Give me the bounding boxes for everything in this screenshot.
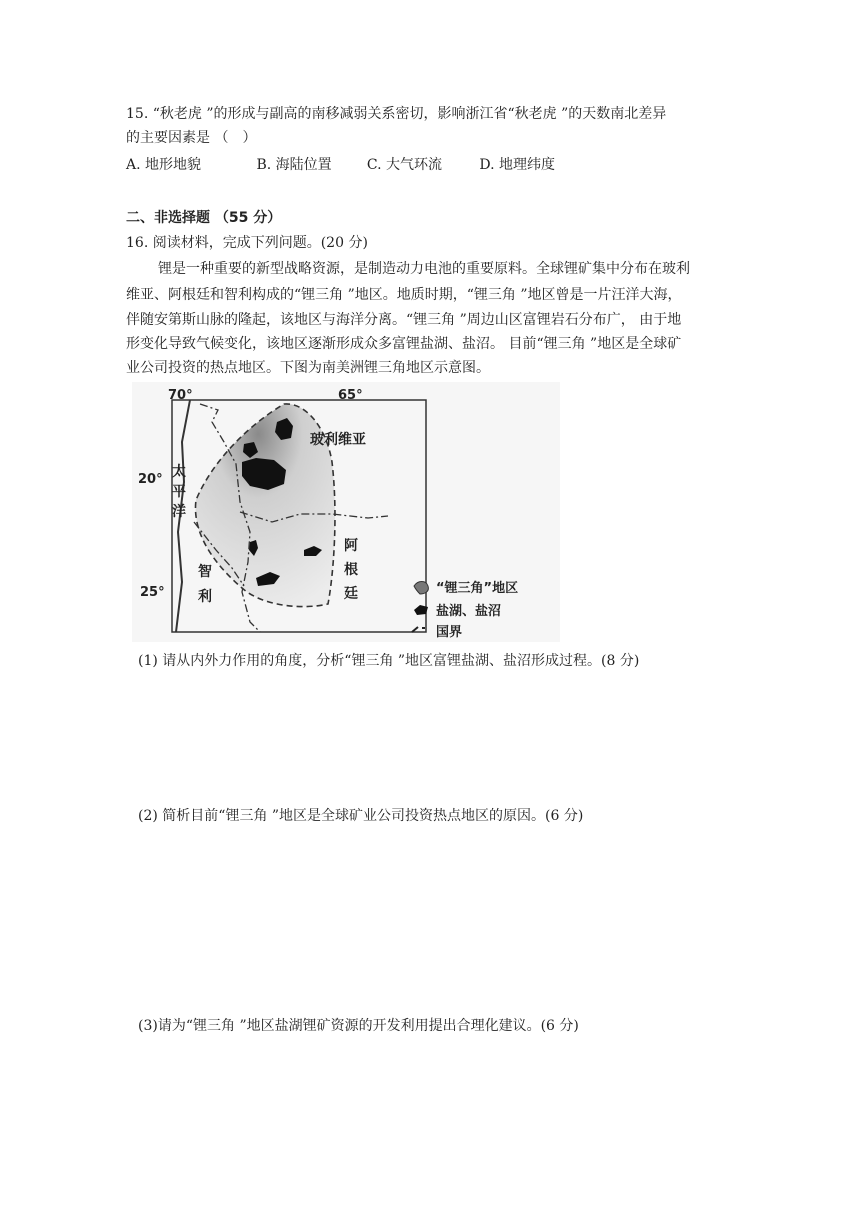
q16-sub2: (2) 简析目前“锂三角 ”地区是全球矿业公司投资热点地区的原因。(6 分): [138, 808, 584, 824]
label-bolivia: 玻利维亚: [310, 432, 366, 448]
lithium-triangle-map: [132, 382, 560, 642]
label-pacific-2: 平: [172, 484, 186, 500]
q16-para-3: 伴随安第斯山脉的隆起，该地区与海洋分离。“锂三角 ”周边山区富锂岩石分布广， 由于地: [126, 312, 682, 328]
q16-stem: 16. 阅读材料，完成下列问题。(20 分): [126, 235, 368, 251]
label-pacific-1: 太: [172, 464, 186, 480]
legend-salt-lake-label: 盐湖、盐沼: [436, 604, 502, 619]
legend-border-label: 国界: [436, 625, 463, 640]
label-argentina-3: 廷: [344, 586, 358, 602]
q16-para-2: 维亚、阿根廷和智利构成的“锂三角 ”地区。地质时期，“锂三角 ”地区曾是一片汪洋大海，: [126, 287, 682, 303]
q16-sub1: (1) 请从内外力作用的角度，分析“锂三角 ”地区富锂盐湖、盐沼形成过程。(8 分): [138, 653, 640, 669]
lon-label-70: 70°: [168, 388, 193, 403]
label-chile-2: 利: [198, 589, 212, 605]
option-b: B. 海陆位置: [256, 157, 332, 173]
option-c: C. 大气环流: [366, 157, 443, 173]
legend-triangle-label: “锂三角”地区: [436, 581, 519, 596]
label-chile-1: 智: [198, 564, 212, 580]
option-d: D. 地理纬度: [479, 157, 555, 173]
q16-sub3: (3)请为“锂三角 ”地区盐湖锂矿资源的开发利用提出合理化建议。(6 分): [138, 1018, 579, 1034]
label-argentina-2: 根: [344, 562, 358, 578]
option-a: A. 地形地貌: [126, 157, 202, 173]
q15-options: [126, 155, 555, 175]
q16-para-5: 业公司投资的热点地区。下图为南美洲锂三角地区示意图。: [126, 360, 490, 376]
section-title: 二、非选择题 （55 分）: [126, 210, 282, 226]
label-argentina-1: 阿: [344, 538, 358, 554]
label-pacific-3: 洋: [172, 504, 186, 520]
q15-line1: 15. “秋老虎 ”的形成与副高的南移减弱关系密切，影响浙江省“秋老虎 ”的天数南北差异: [126, 106, 667, 122]
lon-label-65: 65°: [338, 388, 363, 403]
lat-label-25: 25°: [140, 585, 165, 600]
q16-para-4: 形变化导致气候变化，该地区逐渐形成众多富锂盐湖、盐沼。 目前“锂三角 ”地区是全球矿: [126, 336, 682, 352]
q16-para-1: 锂是一种重要的新型战略资源，是制造动力电池的重要原料。全球锂矿集中分布在玻利: [158, 261, 690, 277]
lat-label-20: 20°: [138, 472, 163, 487]
q15-line2: 的主要因素是 （ ）: [126, 130, 257, 146]
